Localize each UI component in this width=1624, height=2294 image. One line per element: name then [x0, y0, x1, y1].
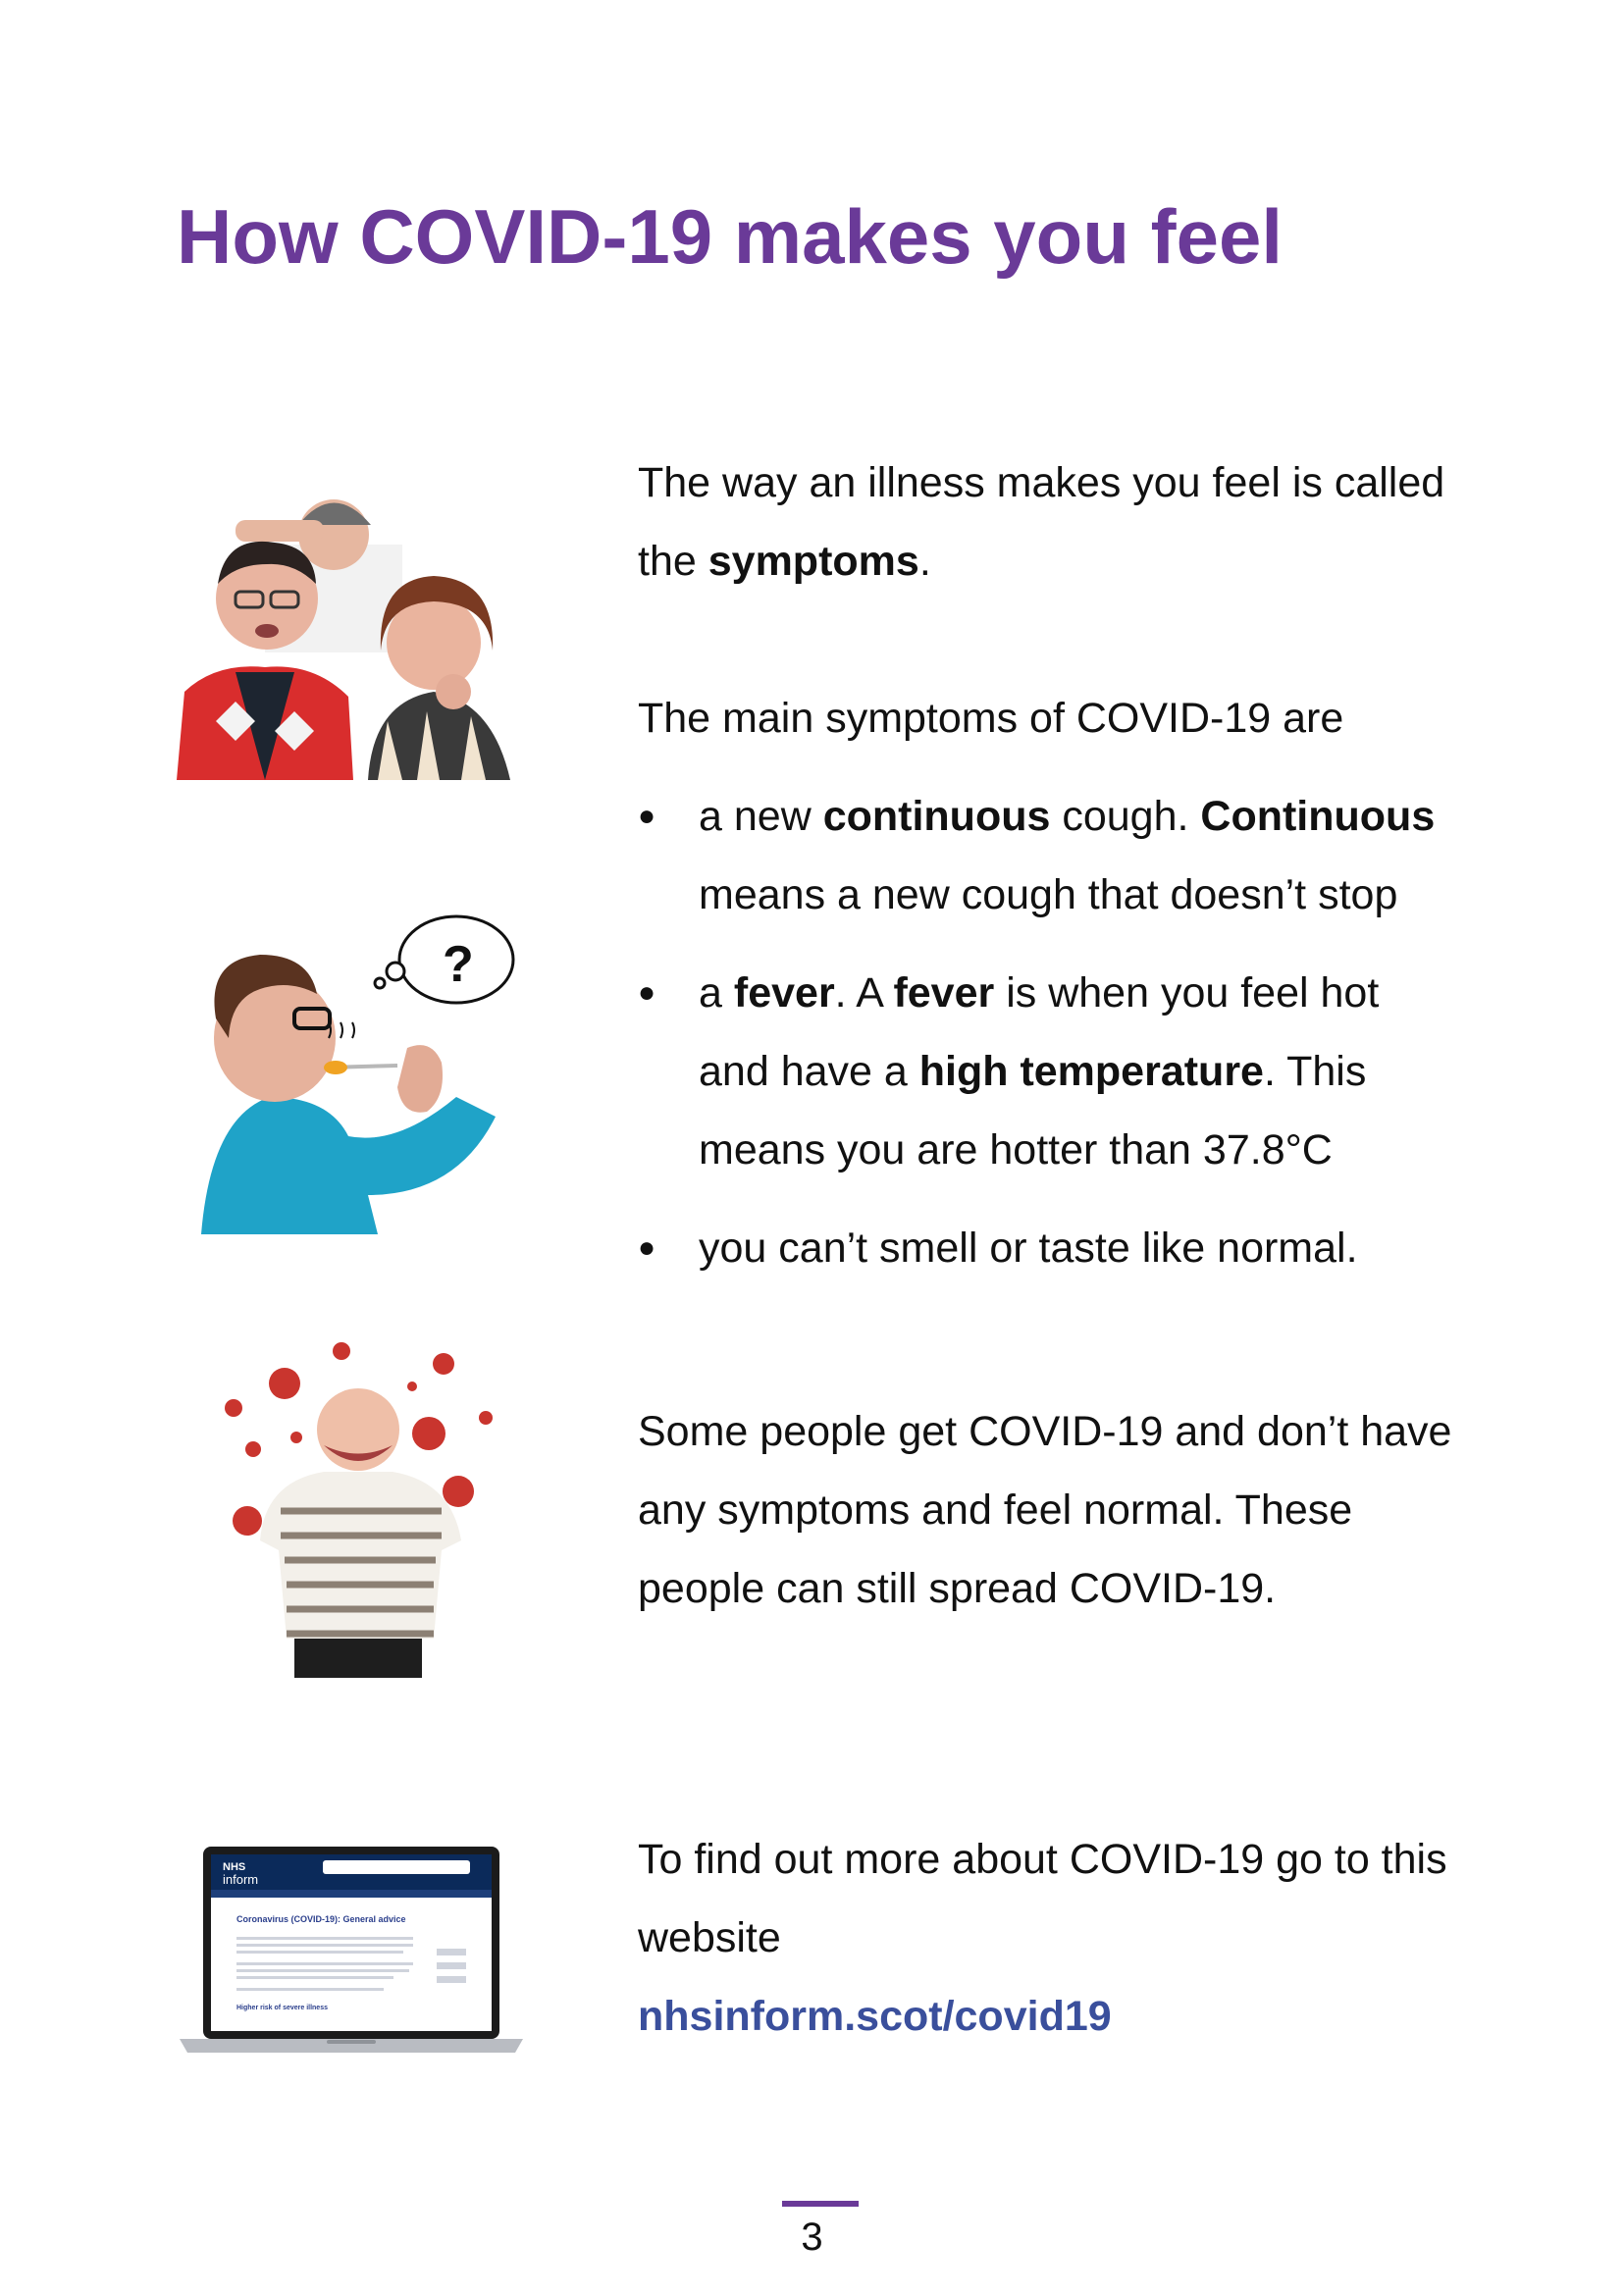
- laptop-logo-top: NHS: [223, 1861, 246, 1873]
- page-number: 3: [801, 2216, 823, 2259]
- page-number-rule: [782, 2201, 859, 2207]
- unwell-people-illustration: [177, 486, 520, 780]
- main-symptoms-heading: The main symptoms of COVID-19 are: [638, 695, 1344, 742]
- laptop-logo-bottom: inform: [223, 1872, 259, 1887]
- list-item: ● a fever. A fever is when you feel hot and have a high temperature. This means you are hotter than 37.8°C: [638, 954, 1521, 1189]
- intro-paragraph: The way an illness makes you feel is called the symptoms.: [638, 459, 1445, 585]
- no-symptoms-illustration: [216, 1339, 500, 1678]
- svg-text:?: ?: [443, 936, 474, 993]
- bullet: ●: [638, 1231, 656, 1264]
- symptom-list: [638, 777, 1521, 1307]
- list-item: ● a new continuous cough. Continuous means a new cough that doesn’t stop: [638, 777, 1521, 934]
- page-title: How COVID-19 makes you feel: [177, 193, 1283, 280]
- no-symptoms-paragraph: Some people get COVID-19 and don’t have any symptoms and feel normal. These people can still spread COVID-19.: [638, 1408, 1452, 1612]
- taste-thinking-illustration: [201, 901, 525, 1234]
- laptop-nhs-inform-illustration: [180, 1847, 523, 2053]
- website-paragraph: To find out more about COVID-19 go to this website nhsinform.scot/covid19: [638, 1836, 1447, 2040]
- laptop-subheading: Higher risk of severe illness: [236, 2005, 328, 2011]
- bullet: ●: [638, 800, 656, 832]
- nhs-inform-link[interactable]: nhsinform.scot/covid19: [638, 1993, 1112, 2040]
- intro-line-1: The way an illness makes you feel is called: [638, 459, 1445, 506]
- symptoms-term: symptoms: [707, 538, 919, 585]
- laptop-page-heading: Coronavirus (COVID-19): General advice: [236, 1914, 406, 1924]
- list-item: ● you can’t smell or taste like normal.: [638, 1209, 1521, 1287]
- bullet: ●: [638, 976, 656, 1009]
